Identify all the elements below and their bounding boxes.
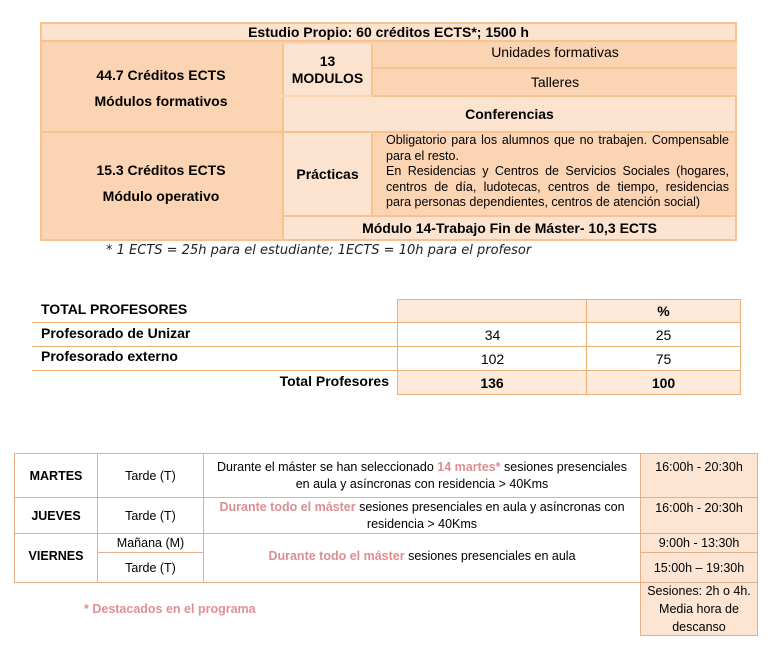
tfm-cell: Módulo 14-Trabajo Fin de Máster- 10,3 ECTS (282, 215, 735, 239)
block2-line2: Módulo operativo (102, 188, 220, 204)
profesores-row-unizar-label: Profesorado de Unizar (41, 325, 191, 341)
profesores-row-unizar-count: 34 (397, 323, 587, 346)
profesores-row-externo-label: Profesorado externo (41, 348, 178, 364)
martes-time: 16:00h - 20:30h (640, 453, 758, 498)
block2-credits (42, 133, 280, 239)
profesores-row-externo-count: 102 (397, 347, 587, 370)
schedule-bottom-rule (14, 582, 641, 583)
jueves-day: JUEVES (14, 497, 98, 534)
jueves-desc-highlight: Durante todo el máster (219, 499, 356, 514)
viernes-desc-highlight: Durante todo el máster (268, 549, 405, 563)
modulos-number: 13 (319, 52, 336, 69)
practicas-text-2: En Residencias y Centros de Servicios Sociales (hogares, centros de día, ludotecas, centros de tiempo, residencias para personas dependientes, centros de atención social) (386, 164, 729, 209)
viernes-time-tarde: 15:00h – 19:30h (640, 552, 758, 583)
viernes-period-manana: Mañana (M) (97, 533, 204, 553)
unidades-formativas: Unidades formativas (373, 42, 737, 69)
profesores-header-count-cell (397, 299, 587, 323)
profesores-row-unizar-pct: 25 (586, 323, 741, 346)
jueves-period: Tarde (T) (97, 497, 204, 534)
profesores-rule (32, 322, 397, 323)
martes-description (203, 453, 641, 498)
martes-period: Tarde (T) (97, 453, 204, 498)
ects-title: Estudio Propio: 60 créditos ECTS*; 1500 h (42, 24, 735, 42)
martes-desc-a: Durante el máster se han seleccionado (217, 459, 438, 474)
sesiones-note: Sesiones: 2h o 4h. Media hora de descanso (640, 582, 758, 636)
profesores-total-count: 136 (397, 370, 587, 395)
conferencias: Conferencias (282, 97, 735, 131)
profesores-total-pct: 100 (586, 370, 741, 395)
viernes-time-manana: 9:00h - 13:30h (640, 533, 758, 553)
practicas-cell: Prácticas (282, 133, 373, 215)
block2-line1: 15.3 Créditos ECTS (96, 162, 226, 178)
martes-day: MARTES (14, 453, 98, 498)
ects-footnote: * 1 ECTS = 25h para el estudiante; 1ECTS = 10h para el profesor (106, 243, 532, 258)
jueves-desc-b: sesiones presenciales en aula y asíncronas con residencia > 40Kms (355, 499, 625, 531)
schedule-footnote: * Destacados en el programa (84, 602, 256, 616)
jueves-description (203, 497, 641, 534)
viernes-day: VIERNES (14, 533, 98, 583)
modulos-label: MODULOS (291, 69, 364, 86)
profesores-header-pct: % (586, 299, 741, 323)
practicas-description (373, 133, 735, 215)
practicas-text-1: Obligatorio para los alumnos que no trabajen. Compensable para el resto. (386, 133, 729, 163)
martes-desc-highlight: 14 martes* (437, 459, 501, 474)
viernes-desc-b: sesiones presenciales en aula (404, 549, 576, 563)
block1-credits (42, 44, 280, 131)
profesores-row-externo-pct: 75 (586, 347, 741, 370)
viernes-description (203, 533, 641, 583)
talleres: Talleres (373, 69, 737, 97)
modulos-cell (282, 44, 373, 95)
block1-line2: Módulos formativos (94, 92, 228, 109)
jueves-time: 16:00h - 20:30h (640, 497, 758, 534)
profesores-total-label: Total Profesores (279, 373, 389, 389)
viernes-period-tarde: Tarde (T) (97, 552, 204, 583)
profesores-header-label: TOTAL PROFESORES (41, 301, 188, 317)
block1-line1: 44.7 Créditos ECTS (96, 66, 226, 83)
martes-desc-b: sesiones presenciales en aula y asíncronas con residencia > 40Kms (295, 459, 627, 491)
